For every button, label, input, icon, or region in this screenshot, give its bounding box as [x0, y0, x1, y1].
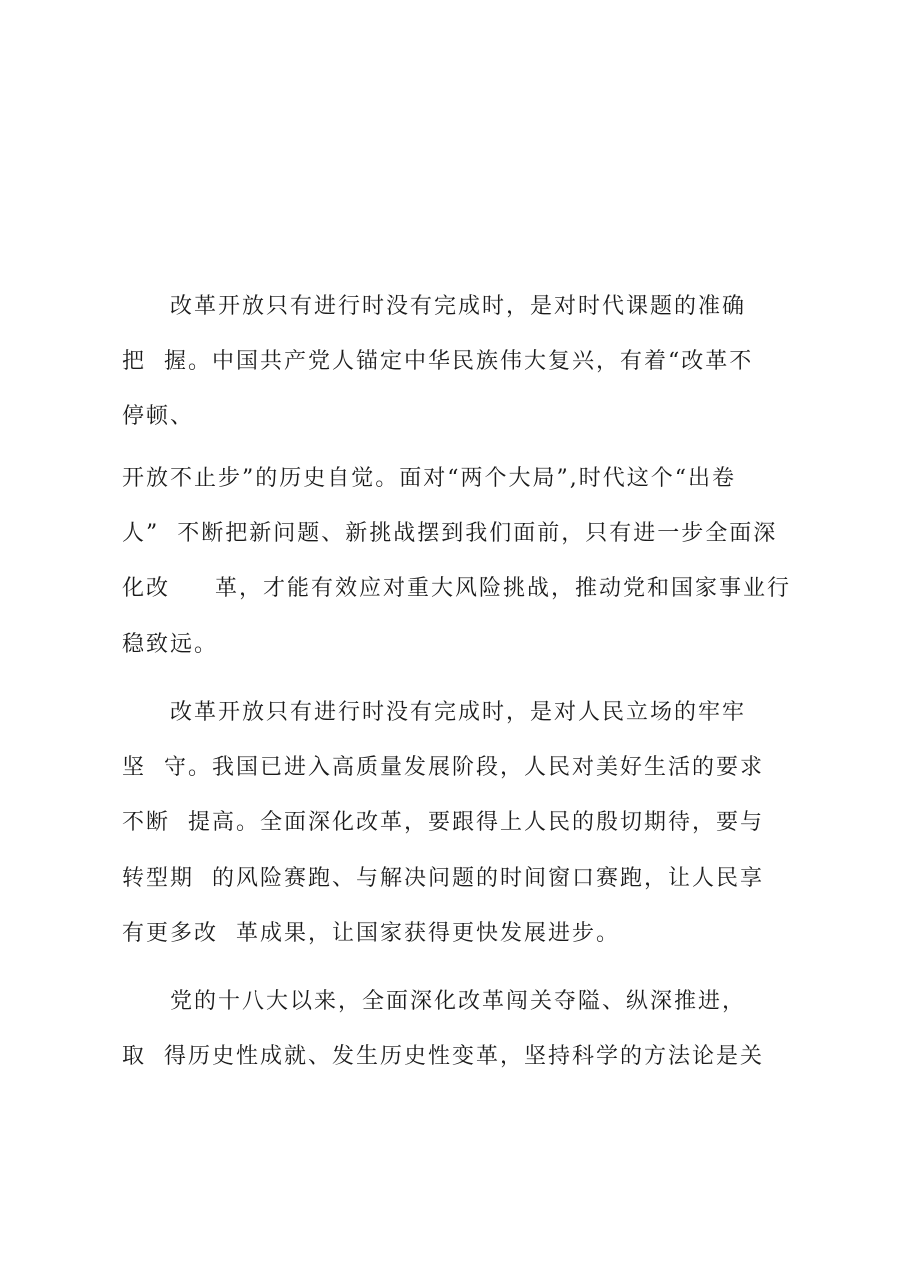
paragraph-1-line-4: 开放不止步”的历史自觉。面对“两个大局”,时代这个“出卷 [122, 466, 736, 491]
paragraph-1-line-6: 化改 革，才能有效应对重大风险挑战，推动党和国家事业行 [122, 576, 791, 601]
paragraph-3-line-2: 取 得历史性成就、发生历史性变革，坚持科学的方法论是关 [122, 1044, 764, 1069]
paragraph-1-line-1: 改革开放只有进行时没有完成时，是对时代课题的准确 [170, 294, 747, 319]
paragraph-1-line-2: 把 握。中国共产党人锚定中华民族伟大复兴，有着“改革不 [122, 349, 754, 374]
paragraph-2-line-4: 转型期 的风险赛跑、与解决问题的时间窗口赛跑，让人民享 [122, 866, 764, 891]
paragraph-2-line-5: 有更多改 革成果，让国家获得更快发展进步。 [122, 921, 620, 946]
paragraph-2-line-2: 坚 守。我国已进入高质量发展阶段，人民对美好生活的要求 [122, 755, 764, 780]
paragraph-2-line-3: 不断 提高。全面深化改革，要跟得上人民的殷切期待，要与 [122, 810, 764, 835]
paragraph-1-line-3: 停顿、 [122, 404, 195, 429]
paragraph-2-line-1: 改革开放只有进行时没有完成时，是对人民立场的牢牢 [170, 700, 747, 725]
paragraph-3-line-1: 党的十八大以来，全面深化改革闯关夺隘、纵深推进， [170, 989, 747, 1014]
paragraph-1-line-5: 人” 不断把新问题、新挑战摆到我们面前，只有进一步全面深 [122, 521, 778, 546]
paragraph-1-line-7: 稳致远。 [122, 632, 219, 657]
